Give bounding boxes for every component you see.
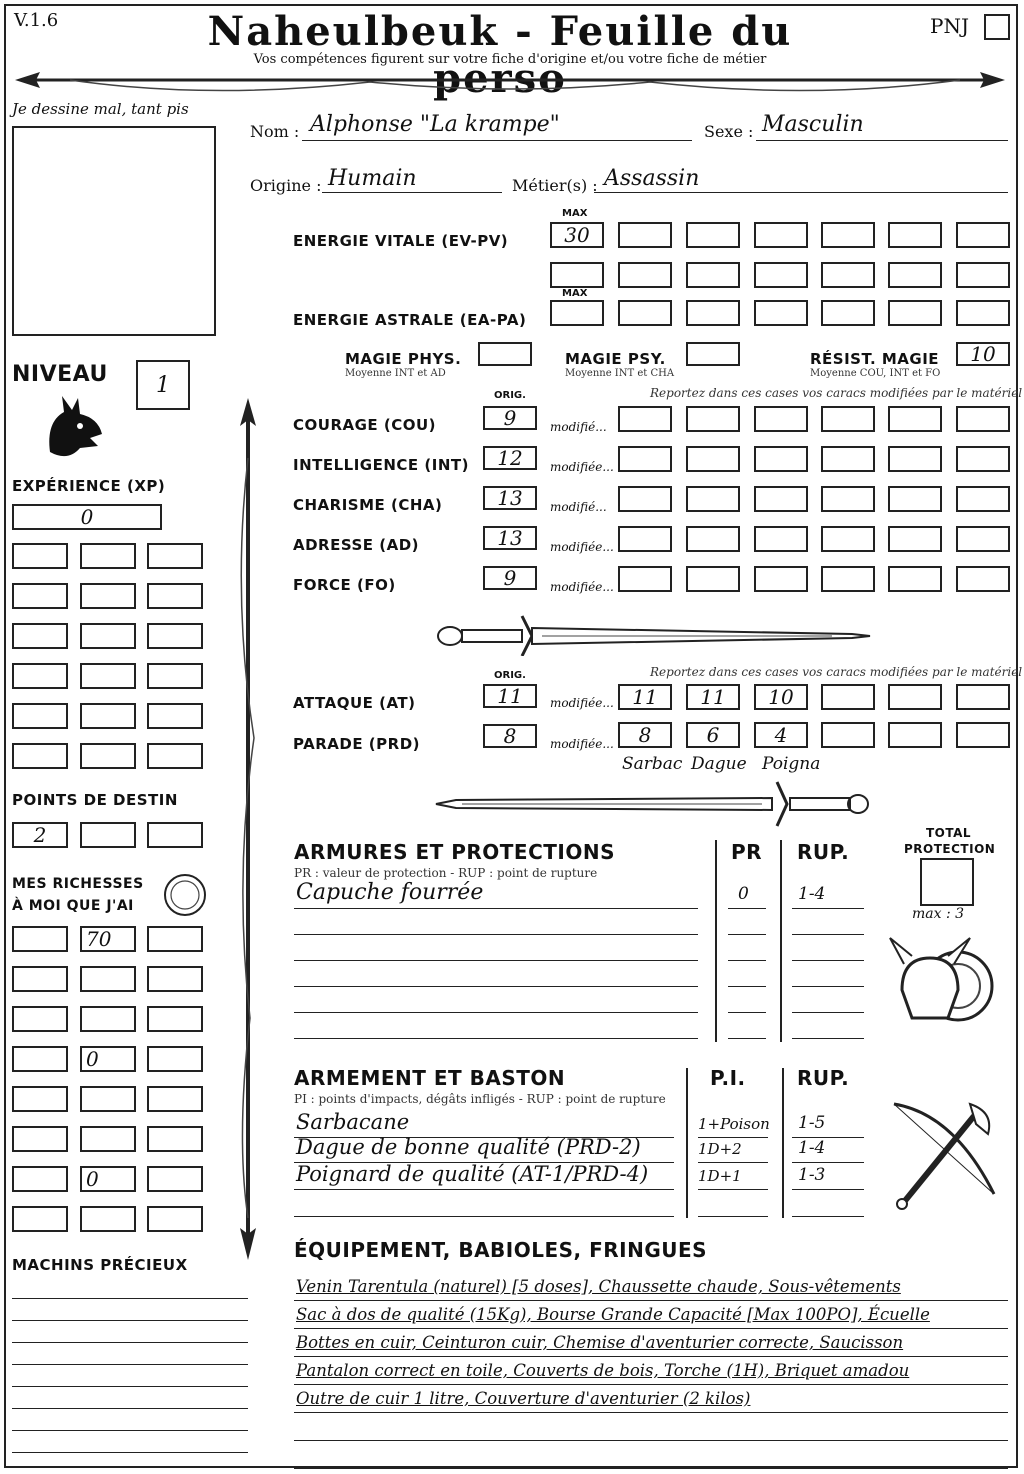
version-label: V.1.6 bbox=[14, 10, 59, 31]
stat-label: ADRESSE (AD) bbox=[293, 536, 420, 554]
at-orig-box[interactable]: 11 bbox=[483, 684, 537, 708]
dragon-head-icon bbox=[40, 392, 110, 464]
stat-orig-box[interactable]: 13 bbox=[483, 486, 537, 510]
wealth-box[interactable] bbox=[147, 1126, 203, 1152]
portrait-box[interactable] bbox=[12, 126, 216, 336]
weapon-name[interactable]: Sarbacane bbox=[296, 1110, 410, 1134]
wealth-box[interactable] bbox=[80, 1006, 136, 1032]
armor-pr-line bbox=[728, 934, 766, 935]
metier-label: Métier(s) : bbox=[512, 176, 598, 195]
ea-box-2[interactable] bbox=[686, 300, 740, 326]
sheet-subtitle: Vos compétences figurent sur votre fiche d'origine et/ou votre fiche de métier bbox=[253, 52, 767, 67]
stat-mod-box[interactable] bbox=[821, 486, 875, 512]
wealth-box[interactable] bbox=[147, 1166, 203, 1192]
prd-label: PARADE (PRD) bbox=[293, 735, 421, 753]
wealth-box[interactable] bbox=[12, 1166, 68, 1192]
stat-mod-box[interactable] bbox=[888, 566, 942, 592]
stat-mod-box[interactable] bbox=[821, 446, 875, 472]
wealth-box[interactable] bbox=[12, 1126, 68, 1152]
ea-max-box[interactable] bbox=[550, 300, 604, 326]
niveau-box[interactable]: 1 bbox=[136, 360, 190, 410]
armor-rup[interactable]: 1-4 bbox=[798, 884, 826, 904]
ev-box-3[interactable] bbox=[754, 222, 808, 248]
helmet-shield-icon bbox=[888, 928, 998, 1038]
prd-mod-box-4[interactable] bbox=[821, 722, 875, 748]
metier-value[interactable]: Assassin bbox=[604, 166, 700, 191]
armor-col-divider-1 bbox=[715, 840, 717, 1042]
armor-col-divider-2 bbox=[780, 840, 782, 1042]
cuivre-box[interactable]: 0 bbox=[80, 1166, 136, 1192]
stat-orig-box[interactable]: 13 bbox=[483, 526, 537, 550]
origine-value[interactable]: Humain bbox=[328, 166, 417, 191]
spear-divider-icon bbox=[10, 66, 1010, 100]
xp-box[interactable]: 0 bbox=[12, 504, 162, 530]
stat-mod-box[interactable] bbox=[686, 446, 740, 472]
stat-mod-box[interactable] bbox=[618, 566, 672, 592]
stat-orig-box[interactable]: 12 bbox=[483, 446, 537, 470]
armor-pr-line bbox=[728, 986, 766, 987]
stat-mod-box[interactable] bbox=[618, 446, 672, 472]
ea-box-1[interactable] bbox=[618, 300, 672, 326]
wealth-box[interactable] bbox=[12, 1206, 68, 1232]
xp-label: EXPÉRIENCE (XP) bbox=[12, 477, 166, 495]
richesses-label: MES RICHESSES bbox=[12, 876, 144, 892]
weapons-col-divider-1 bbox=[686, 1068, 688, 1218]
weapon-name[interactable]: Poignard de qualité (AT-1/PRD-4) bbox=[296, 1162, 649, 1186]
machins-line[interactable] bbox=[12, 1364, 248, 1365]
weapon-row-line bbox=[294, 1189, 674, 1190]
sexe-value[interactable]: Masculin bbox=[762, 112, 864, 137]
stat-mod-box[interactable] bbox=[821, 566, 875, 592]
wealth-box[interactable] bbox=[12, 1086, 68, 1112]
sword-2-icon bbox=[432, 778, 872, 830]
armor-pr-line bbox=[728, 908, 766, 909]
weapon-name[interactable]: Dague de bonne qualité (PRD-2) bbox=[296, 1135, 641, 1159]
armor-rup-line bbox=[792, 986, 864, 987]
machins-line[interactable] bbox=[12, 1298, 248, 1299]
weapon-pi-line bbox=[698, 1216, 768, 1217]
stat-mod-label: modifiée... bbox=[550, 540, 614, 554]
machins-line[interactable] bbox=[12, 1342, 248, 1343]
argent-box[interactable]: 0 bbox=[80, 1046, 136, 1072]
stat-mod-box[interactable] bbox=[754, 566, 808, 592]
stat-mod-box[interactable] bbox=[956, 566, 1010, 592]
armor-pr-line bbox=[728, 1012, 766, 1013]
xp-grid-box[interactable] bbox=[80, 623, 136, 649]
destin-box-1[interactable]: 2 bbox=[12, 822, 68, 848]
stat-mod-box[interactable] bbox=[888, 446, 942, 472]
weapon-pi-line bbox=[698, 1162, 768, 1163]
equipment-line bbox=[294, 1356, 1008, 1357]
armor-pr[interactable]: 0 bbox=[738, 884, 749, 904]
at-mod-box-4[interactable] bbox=[821, 684, 875, 710]
weapon-row-line bbox=[294, 1216, 674, 1217]
nom-value[interactable]: Alphonse "La krampe" bbox=[310, 112, 560, 137]
ev-box-row2-0[interactable] bbox=[550, 262, 604, 288]
weapon-pi[interactable]: 1+Poison bbox=[698, 1115, 770, 1133]
xp-grid-box[interactable] bbox=[147, 623, 203, 649]
stat-mod-box[interactable] bbox=[888, 486, 942, 512]
equipment-text[interactable]: Pantalon correct en toile, Couverts de bois, Torche (1H), Briquet amadou bbox=[296, 1361, 910, 1380]
ev-max-label: MAX bbox=[562, 208, 588, 219]
stat-mod-label: modifié... bbox=[550, 500, 607, 514]
wealth-box[interactable] bbox=[147, 926, 203, 952]
ea-box-5[interactable] bbox=[888, 300, 942, 326]
xp-grid-box[interactable] bbox=[147, 703, 203, 729]
equipment-title: ÉQUIPEMENT, BABIOLES, FRINGUES bbox=[294, 1238, 708, 1262]
machins-line[interactable] bbox=[12, 1430, 248, 1431]
total-protection-max: max : 3 bbox=[912, 906, 965, 922]
equipment-line bbox=[294, 1384, 1008, 1385]
armor-pr-label: PR bbox=[731, 840, 763, 864]
xp-grid-box[interactable] bbox=[80, 703, 136, 729]
wealth-box[interactable] bbox=[147, 1046, 203, 1072]
nom-underline bbox=[302, 140, 692, 141]
prd-mod-box-5[interactable] bbox=[888, 722, 942, 748]
stat-mod-box[interactable] bbox=[821, 526, 875, 552]
sword-icon bbox=[432, 612, 872, 656]
nom-label: Nom : bbox=[250, 122, 300, 141]
armor-rup-line bbox=[792, 1012, 864, 1013]
equipment-text[interactable]: Sac à dos de qualité (15Kg), Bourse Grande Capacité [Max 100PO], Écuelle bbox=[296, 1305, 930, 1324]
ev-box-row2-5[interactable] bbox=[888, 262, 942, 288]
wealth-box[interactable] bbox=[147, 1206, 203, 1232]
xp-grid-box[interactable] bbox=[12, 623, 68, 649]
ev-box-row2-1[interactable] bbox=[618, 262, 672, 288]
machins-line[interactable] bbox=[12, 1408, 248, 1409]
stat-mod-box[interactable] bbox=[618, 526, 672, 552]
stat-label: FORCE (FO) bbox=[293, 576, 396, 594]
wealth-box[interactable] bbox=[80, 1126, 136, 1152]
coin-icon bbox=[162, 872, 208, 918]
prd-orig-box[interactable]: 8 bbox=[483, 724, 537, 748]
stat-mod-box[interactable] bbox=[686, 526, 740, 552]
armor-pr-line bbox=[728, 1038, 766, 1039]
weapon-pi-line bbox=[698, 1137, 768, 1138]
resist-magie-note: Moyenne COU, INT et FO bbox=[810, 368, 941, 379]
destin-box-2[interactable] bbox=[80, 822, 136, 848]
xp-grid-box[interactable] bbox=[147, 663, 203, 689]
weapon-name-2: Dague bbox=[691, 754, 747, 774]
equipment-line bbox=[294, 1468, 1008, 1469]
wealth-box[interactable] bbox=[147, 1086, 203, 1112]
stat-mod-box[interactable] bbox=[686, 486, 740, 512]
xp-grid-box[interactable] bbox=[80, 583, 136, 609]
weapon-rup-line bbox=[792, 1162, 864, 1163]
armor-note: PR : valeur de protection - RUP : point de rupture bbox=[294, 866, 598, 880]
machins-line[interactable] bbox=[12, 1320, 248, 1321]
prd-mod-label: modifiée... bbox=[550, 737, 614, 751]
weapons-col-divider-2 bbox=[782, 1068, 784, 1218]
weapon-rup[interactable]: 1-3 bbox=[798, 1165, 826, 1185]
armor-row-line bbox=[294, 1012, 698, 1013]
stat-mod-box[interactable] bbox=[888, 526, 942, 552]
stat-mod-box[interactable] bbox=[956, 486, 1010, 512]
at-label: ATTAQUE (AT) bbox=[293, 694, 416, 712]
ev-box-row2-2[interactable] bbox=[686, 262, 740, 288]
prd-mod-box-1[interactable]: 8 bbox=[618, 722, 672, 748]
machins-line[interactable] bbox=[12, 1452, 248, 1453]
wealth-box[interactable] bbox=[147, 966, 203, 992]
destin-box-3[interactable] bbox=[147, 822, 203, 848]
equipment-line bbox=[294, 1412, 1008, 1413]
xp-grid-box[interactable] bbox=[147, 583, 203, 609]
stat-mod-box[interactable] bbox=[956, 406, 1010, 432]
ev-box-6[interactable] bbox=[956, 222, 1010, 248]
ea-label: ENERGIE ASTRALE (EA-PA) bbox=[293, 311, 527, 329]
at-mod-box-5[interactable] bbox=[888, 684, 942, 710]
xp-grid-box[interactable] bbox=[12, 703, 68, 729]
wealth-box[interactable] bbox=[80, 1086, 136, 1112]
xp-grid-box[interactable] bbox=[80, 743, 136, 769]
stat-mod-box[interactable] bbox=[956, 526, 1010, 552]
combat-report-note: Reportez dans ces cases vos caracs modifiées par le matériel bbox=[650, 665, 1023, 679]
weapons-title: ARMEMENT ET BASTON bbox=[294, 1066, 566, 1090]
stat-mod-box[interactable] bbox=[686, 406, 740, 432]
origine-label: Origine : bbox=[250, 176, 322, 195]
metier-underline bbox=[594, 192, 1008, 193]
weapon-rup[interactable]: 1-4 bbox=[798, 1138, 826, 1158]
machins-label: MACHINS PRÉCIEUX bbox=[12, 1256, 188, 1274]
ev-max-box[interactable]: 30 bbox=[550, 222, 604, 248]
wealth-box[interactable] bbox=[12, 1006, 68, 1032]
stat-mod-box[interactable] bbox=[956, 446, 1010, 472]
combat-orig-label: ORIG. bbox=[494, 670, 526, 681]
magie-psy-label: MAGIE PSY. bbox=[565, 350, 666, 368]
weapon-pi-line bbox=[698, 1189, 768, 1190]
stat-mod-box[interactable] bbox=[686, 566, 740, 592]
at-mod-box-6[interactable] bbox=[956, 684, 1010, 710]
stat-orig-box[interactable]: 9 bbox=[483, 406, 537, 430]
stats-report-note: Reportez dans ces cases vos caracs modifiées par le matériel bbox=[650, 386, 1023, 400]
resist-magie-box[interactable]: 10 bbox=[956, 342, 1010, 366]
armor-rup-label: RUP. bbox=[797, 840, 850, 864]
prd-mod-box-3[interactable]: 4 bbox=[754, 722, 808, 748]
stat-label: CHARISME (CHA) bbox=[293, 496, 443, 514]
xp-grid-box[interactable] bbox=[12, 543, 68, 569]
xp-grid-box[interactable] bbox=[147, 543, 203, 569]
at-mod-label: modifiée... bbox=[550, 696, 614, 710]
equipment-line bbox=[294, 1440, 1008, 1441]
armor-row-line bbox=[294, 1038, 698, 1039]
stat-mod-label: modifiée... bbox=[550, 460, 614, 474]
stat-mod-label: modifiée... bbox=[550, 580, 614, 594]
armor-row-line bbox=[294, 934, 698, 935]
stat-label: COURAGE (COU) bbox=[293, 416, 437, 434]
stat-mod-box[interactable] bbox=[754, 446, 808, 472]
weapon-rup-line bbox=[792, 1189, 864, 1190]
portrait-caption: Je dessine mal, tant pis bbox=[12, 100, 189, 118]
stat-label: INTELLIGENCE (INT) bbox=[293, 456, 469, 474]
at-mod-box-1[interactable]: 11 bbox=[618, 684, 672, 710]
weapon-name-3: Poigna bbox=[762, 754, 821, 774]
ev-box-row2-6[interactable] bbox=[956, 262, 1010, 288]
xp-grid-box[interactable] bbox=[147, 743, 203, 769]
armor-row-line bbox=[294, 908, 698, 909]
vertical-spear-icon bbox=[226, 398, 270, 1260]
prd-mod-box-6[interactable] bbox=[956, 722, 1010, 748]
armor-row-line bbox=[294, 986, 698, 987]
equipment-text[interactable]: Venin Tarentula (naturel) [5 doses], Chaussette chaude, Sous-vêtements bbox=[296, 1277, 901, 1296]
stat-orig-box[interactable]: 9 bbox=[483, 566, 537, 590]
weapons-note: PI : points d'impacts, dégâts infligés - RUP : point de rupture bbox=[294, 1092, 666, 1106]
magie-phys-note: Moyenne INT et AD bbox=[345, 368, 446, 379]
niveau-label: NIVEAU bbox=[12, 362, 108, 387]
ev-label: ENERGIE VITALE (EV-PV) bbox=[293, 232, 509, 250]
at-mod-box-2[interactable]: 11 bbox=[686, 684, 740, 710]
ev-box-5[interactable] bbox=[888, 222, 942, 248]
armor-rup-line bbox=[792, 934, 864, 935]
xp-grid-box[interactable] bbox=[80, 543, 136, 569]
equipment-line bbox=[294, 1328, 1008, 1329]
magie-psy-note: Moyenne INT et CHA bbox=[565, 368, 675, 379]
armor-rup-line bbox=[792, 1038, 864, 1039]
stat-mod-box[interactable] bbox=[618, 406, 672, 432]
weapon-pi[interactable]: 1D+1 bbox=[698, 1167, 742, 1185]
magie-psy-box[interactable] bbox=[686, 342, 740, 366]
weapon-pi[interactable]: 1D+2 bbox=[698, 1140, 742, 1158]
weapon-name-1: Sarbac bbox=[622, 754, 683, 774]
equipment-line bbox=[294, 1300, 1008, 1301]
total-protection-label-2: PROTECTION bbox=[904, 842, 996, 856]
magie-phys-box[interactable] bbox=[478, 342, 532, 366]
destin-label: POINTS DE DESTIN bbox=[12, 791, 178, 809]
total-protection-label-1: TOTAL bbox=[926, 826, 972, 840]
weapons-rup-label: RUP. bbox=[797, 1066, 850, 1090]
armor-pr-line bbox=[728, 960, 766, 961]
armor-rup-line bbox=[792, 960, 864, 961]
equipment-text[interactable]: Bottes en cuir, Ceinturon cuir, Chemise d'aventurier correcte, Saucisson bbox=[296, 1333, 904, 1352]
richesses-label-2: À MOI QUE J'AI bbox=[12, 898, 134, 914]
stat-mod-box[interactable] bbox=[888, 406, 942, 432]
xp-grid-box[interactable] bbox=[80, 663, 136, 689]
sheet-title: Naheulbeuk - Feuille du perso bbox=[207, 8, 793, 102]
stat-mod-box[interactable] bbox=[821, 406, 875, 432]
weapon-rup-line bbox=[792, 1216, 864, 1217]
ev-box-4[interactable] bbox=[821, 222, 875, 248]
total-protection-box[interactable] bbox=[920, 858, 974, 906]
stat-mod-box[interactable] bbox=[618, 486, 672, 512]
sexe-underline bbox=[756, 140, 1008, 141]
ea-box-6[interactable] bbox=[956, 300, 1010, 326]
origine-underline bbox=[322, 192, 502, 193]
armor-name[interactable]: Capuche fourrée bbox=[296, 880, 484, 905]
ev-box-2[interactable] bbox=[686, 222, 740, 248]
pnj-label: PNJ bbox=[930, 14, 969, 38]
ev-box-1[interactable] bbox=[618, 222, 672, 248]
wealth-box[interactable] bbox=[80, 1206, 136, 1232]
orig-label: ORIG. bbox=[494, 390, 526, 401]
resist-magie-label: RÉSIST. MAGIE bbox=[810, 350, 940, 368]
machins-line[interactable] bbox=[12, 1386, 248, 1387]
xp-grid-box[interactable] bbox=[12, 743, 68, 769]
stat-mod-box[interactable] bbox=[754, 526, 808, 552]
ev-box-row2-3[interactable] bbox=[754, 262, 808, 288]
at-mod-box-3[interactable]: 10 bbox=[754, 684, 808, 710]
stat-mod-box[interactable] bbox=[754, 406, 808, 432]
wealth-box[interactable] bbox=[147, 1006, 203, 1032]
stat-mod-box[interactable] bbox=[754, 486, 808, 512]
ea-box-3[interactable] bbox=[754, 300, 808, 326]
crossed-weapons-icon bbox=[884, 1094, 1008, 1214]
xp-grid-box[interactable] bbox=[12, 663, 68, 689]
wealth-box[interactable] bbox=[80, 966, 136, 992]
armor-rup-line bbox=[792, 908, 864, 909]
weapon-rup[interactable]: 1-5 bbox=[798, 1113, 826, 1133]
ea-max-label: MAX bbox=[562, 288, 588, 299]
pnj-checkbox[interactable] bbox=[984, 14, 1010, 40]
ea-box-4[interactable] bbox=[821, 300, 875, 326]
equipment-text[interactable]: Outre de cuir 1 litre, Couverture d'aventurier (2 kilos) bbox=[296, 1389, 751, 1408]
wealth-box[interactable] bbox=[12, 966, 68, 992]
ev-box-row2-4[interactable] bbox=[821, 262, 875, 288]
or-box[interactable]: 70 bbox=[80, 926, 136, 952]
armor-title: ARMURES ET PROTECTIONS bbox=[294, 840, 615, 864]
xp-grid-box[interactable] bbox=[12, 583, 68, 609]
sexe-label: Sexe : bbox=[704, 122, 754, 141]
prd-mod-box-2[interactable]: 6 bbox=[686, 722, 740, 748]
magie-phys-label: MAGIE PHYS. bbox=[345, 350, 462, 368]
wealth-box[interactable] bbox=[12, 1046, 68, 1072]
weapons-pi-label: P.I. bbox=[710, 1066, 746, 1090]
armor-row-line bbox=[294, 960, 698, 961]
stat-mod-label: modifié... bbox=[550, 420, 607, 434]
wealth-box[interactable] bbox=[12, 926, 68, 952]
